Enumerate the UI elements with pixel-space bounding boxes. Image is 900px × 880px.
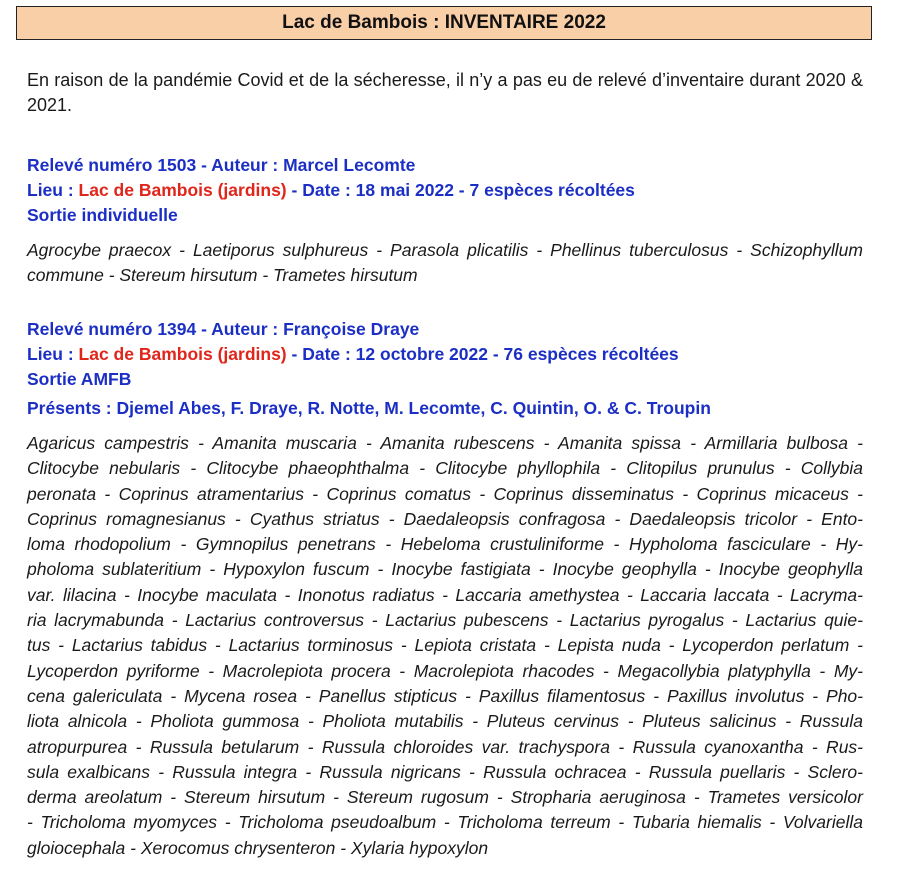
- location-label: Lieu :: [27, 180, 79, 200]
- species-line: sula exalbicans - Russula integra - Russula nigricans - Russula ochracea - Russula puellaris - Sclero-: [27, 761, 863, 782]
- record-header: Relevé numéro 1503 - Auteur : Marcel Lecomte: [27, 155, 416, 175]
- species-line: gloiocephala - Xerocomus chrysenteron - Xylaria hypoxylon: [27, 837, 489, 858]
- location-label: Lieu :: [27, 344, 79, 364]
- species-line: Clitocybe nebularis - Clitocybe phaeophthalma - Clitocybe phyllophila - Clitopilus prunulus - Collybia: [27, 458, 863, 479]
- species-line: atropurpurea - Russula betularum - Russula chloroides var. trachyspora - Russula cyanoxantha - Rus-: [27, 736, 863, 757]
- page-title: Lac de Bambois : INVENTAIRE 2022: [16, 6, 872, 40]
- location-date: - Date : 18 mai 2022 - 7 espèces récoltées: [286, 180, 635, 200]
- record-location-line: [27, 178, 863, 203]
- location-date: - Date : 12 octobre 2022 - 76 espèces récoltées: [286, 344, 679, 364]
- species-line: loma rhodopolium - Gymnopilus penetrans - Hebeloma crustuliniforme - Hypholoma fasciculare - Hy-: [27, 534, 863, 555]
- species-list: [27, 431, 863, 861]
- species-line: cena galericulata - Mycena rosea - Panellus stipticus - Paxillus filamentosus - Paxillus involutus - Pho-: [27, 685, 863, 706]
- species-line: pholoma sublateritium - Hypoxylon fuscum - Inocybe fastigiata - Inocybe geophylla - Inocybe geophylla: [27, 559, 863, 580]
- species-line: Lycoperdon pyriforme - Macrolepiota procera - Macrolepiota rhacodes - Megacollybia platyphylla - My-: [27, 660, 863, 681]
- species-line: Agaricus campestris - Amanita muscaria - Amanita rubescens - Amanita spissa - Armillaria bulbosa -: [27, 433, 863, 453]
- species-line: Coprinus romagnesianus - Cyathus striatus - Daedaleopsis confragosa - Daedaleopsis tricolor - Ento-: [27, 508, 863, 529]
- record-outing-type: Sortie AMFB: [27, 369, 132, 389]
- species-line: derma areolatum - Stereum hirsutum - Stereum rugosum - Stropharia aeruginosa - Trametes versicolor: [27, 787, 863, 808]
- intro-paragraph: En raison de la pandémie Covid et de la sécheresse, il n’y a pas eu de relevé d’inventaire durant 2020 & 2021.: [27, 70, 863, 115]
- record-location-line: [27, 342, 863, 367]
- species-line: peronata - Coprinus atramentarius - Coprinus comatus - Coprinus disseminatus - Coprinus micaceus -: [27, 483, 863, 504]
- record-outing-type: Sortie individuelle: [27, 205, 178, 225]
- location-place: Lac de Bambois (jardins): [78, 180, 287, 200]
- species-line: ria lacrymabunda - Lactarius controversus - Lactarius pubescens - Lactarius pyrogalus - Lactarius quie-: [27, 610, 863, 631]
- species-line: Agrocybe praecox - Laetiporus sulphureus - Parasola plicatilis - Phellinus tuberculosus - Schizophyllum: [27, 240, 863, 260]
- species-line: liota alnicola - Pholiota gummosa - Pholiota mutabilis - Pluteus cervinus - Pluteus salicinus - Russula: [27, 711, 863, 732]
- species-line: commune - Stereum hirsutum - Trametes hirsutum: [27, 265, 418, 286]
- record-1503: [27, 153, 863, 289]
- record-header: Relevé numéro 1394 - Auteur : Françoise Draye: [27, 319, 420, 339]
- location-place: Lac de Bambois (jardins): [78, 344, 287, 364]
- species-line: var. lilacina - Inocybe maculata - Inonotus radiatus - Laccaria amethystea - Laccaria laccata - Lacryma-: [27, 584, 863, 605]
- species-line: tus - Lactarius tabidus - Lactarius torminosus - Lepiota cristata - Lepista nuda - Lycoperdon perlatum -: [27, 635, 863, 656]
- species-line: - Tricholoma myomyces - Tricholoma pseudoalbum - Tricholoma terreum - Tubaria hiemalis - Volvariella: [27, 812, 863, 833]
- species-list: [27, 238, 863, 289]
- record-1394: [27, 317, 863, 861]
- record-participants: Présents : Djemel Abes, F. Draye, R. Notte, M. Lecomte, C. Quintin, O. & C. Troupin: [27, 398, 711, 418]
